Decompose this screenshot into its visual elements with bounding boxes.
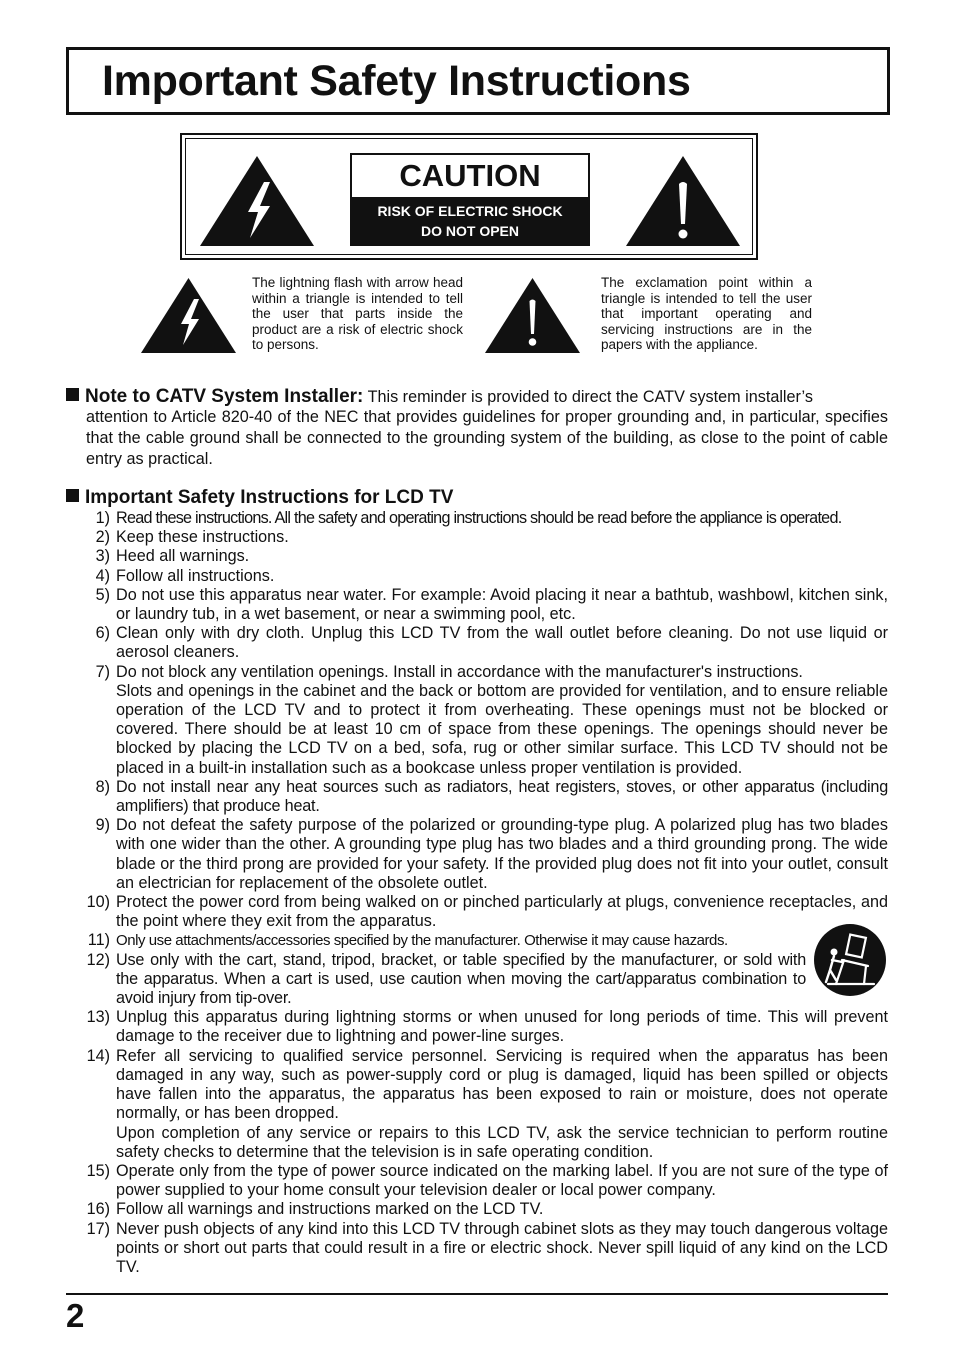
list-item	[66, 1047, 888, 1162]
instructions-list	[66, 509, 888, 1277]
item-text: Protect the power cord from being walked on or pinched particularly at plugs, convenience receptacles, and the point where they exit from the apparatus.	[116, 893, 888, 931]
item-number: 7)	[95, 662, 110, 681]
list-item	[66, 1200, 888, 1219]
bullet-square	[66, 489, 79, 502]
list-item	[66, 528, 888, 547]
item-text: Never push objects of any kind into this LCD TV through cabinet slots as they may touch dangerous voltage points or short out parts that could result in a fire or electric shock. Never spill liquid of any kind on the LCD TV.	[116, 1219, 888, 1276]
item-number: 17)	[86, 1219, 110, 1238]
item-text: Keep these instructions.	[116, 528, 289, 547]
item-number: 15)	[86, 1161, 110, 1180]
item-number: 14)	[86, 1046, 110, 1065]
item-text: Operate only from the type of power source indicated on the marking label. If you are not sure of the type of power supplied to your home consult your television dealer or local power company.	[116, 1161, 888, 1200]
item-text: Clean only with dry cloth. Unplug this LCD TV from the wall outlet before cleaning. Do not use liquid or aerosol cleaners.	[116, 624, 888, 662]
instructions-heading: Important Safety Instructions for LCD TV	[85, 487, 454, 508]
list-item	[66, 624, 888, 662]
item-text: Heed all warnings.	[116, 547, 250, 566]
item-text: Follow all instructions.	[116, 566, 275, 585]
list-item	[66, 509, 888, 528]
instructions-heading-row	[66, 487, 453, 509]
item-number: 6)	[95, 624, 110, 643]
item-text: Read these instructions. All the safety and operating instructions should be read before the appliance is operated.	[116, 509, 842, 527]
item-number: 1)	[95, 509, 110, 527]
exclamation-description: The exclamation point within a triangle is intended to tell the user that important operating and servicing instructions are in the papers with the appliance.	[601, 275, 812, 352]
item-number: 4)	[95, 566, 110, 585]
list-item	[66, 586, 888, 624]
caution-panel	[180, 133, 758, 260]
caution-label	[350, 153, 590, 246]
item-text: Use only with the cart, stand, tripod, bracket, or table specified by the manufacturer, or sold with the apparatus. When a cart is used, use caution when moving the cart/apparatus combination to avoid injury from tip-over.	[116, 950, 806, 1008]
item-text: Unplug this apparatus during lightning storms or when unused for long periods of time. This will prevent damage to the receiver due to lightning and power-line surges.	[116, 1008, 888, 1046]
item-number: 9)	[95, 816, 110, 835]
bullet-square	[66, 388, 79, 401]
list-item	[66, 951, 888, 1009]
item-text-continued: Upon completion of any service or repairs to this LCD TV, ask the service technician to perform routine safety checks to determine that the television is in safe operating condition.	[116, 1123, 888, 1161]
list-item	[66, 663, 888, 778]
item-text: Refer all servicing to qualified service personnel. Servicing is required when the apparatus has been damaged in any way, such as power-supply cord or plug is damaged, liquid has been spilled or objects have fallen into the apparatus, the apparatus has been exposed to rain or moisture, does not operate normally, or has been dropped.	[116, 1046, 888, 1123]
bottom-rule	[66, 1293, 888, 1295]
list-item	[66, 893, 888, 931]
list-item	[66, 816, 888, 893]
item-text: Do not use this apparatus near water. For example: Avoid placing it near a bathtub, washbowl, kitchen sink, or laundry tub, in a wet basement, or near a swimming pool, etc.	[116, 585, 888, 624]
item-text: Do not defeat the safety purpose of the polarized or grounding-type plug. A polarized plug has two blades with one wider than the other. A grounding type plug has two blades and a third grounding prong. The wide blade or the third prong are provided for your safety. If the provided plug does not fit into your outlet, consult an electrician for replacement of the obsolete outlet.	[116, 816, 888, 892]
item-text: Follow all warnings and instructions marked on the LCD TV.	[116, 1200, 544, 1219]
list-item	[66, 931, 888, 950]
item-number: 3)	[95, 547, 110, 566]
item-number: 2)	[95, 528, 110, 547]
list-item	[66, 1008, 888, 1046]
lightning-triangle-icon	[198, 154, 316, 248]
catv-text-first: This reminder is provided to direct the CATV system installer’s	[367, 388, 813, 406]
list-item	[66, 1220, 888, 1278]
catv-text-rest: attention to Article 820-40 of the NEC that provides guidelines for proper grounding and, in particular, specifies that the cable ground shall be connected to the grounding system of the building, as close to the point of cable entry as practical.	[86, 408, 888, 468]
exclamation-triangle-icon	[624, 154, 742, 248]
catv-note	[66, 386, 888, 470]
item-number: 16)	[86, 1200, 110, 1219]
page-number: 2	[66, 1297, 85, 1334]
caution-panel-inner	[185, 138, 753, 255]
list-item	[66, 567, 888, 586]
caution-heading: CAUTION	[399, 158, 541, 193]
item-number: 5)	[95, 585, 110, 604]
lightning-triangle-small-icon	[140, 277, 237, 354]
page-title: Important Safety Instructions	[102, 57, 691, 105]
item-number: 10)	[86, 893, 110, 912]
item-number: 11)	[87, 931, 110, 950]
item-number: 8)	[95, 777, 110, 796]
caution-line-2: DO NOT OPEN	[420, 223, 519, 239]
item-text: Do not install near any heat sources such as radiators, heat registers, stoves, or other apparatus (including amplifiers) that produce heat.	[116, 777, 888, 816]
item-number: 13)	[86, 1008, 110, 1027]
exclamation-triangle-small-icon	[484, 277, 581, 354]
catv-heading: Note to CATV System Installer:	[85, 386, 364, 407]
item-number: 12)	[86, 950, 110, 969]
item-text-continued: Slots and openings in the cabinet and the back or bottom are provided for ventilation, and to ensure reliable operation of the LCD TV and to protect it from overheating. These openings must not be blocked or covered. There should be at least 10 cm of space from these openings. The openings should never be blocked by placing the LCD TV on a bed, sofa, rug or other similar surface. This LCD TV should not be placed in a built-in installation such as a bookcase unless proper ventilation is provided.	[116, 681, 888, 777]
list-item	[66, 1162, 888, 1200]
list-item	[66, 778, 888, 816]
lightning-description: The lightning flash with arrow head within a triangle is intended to tell the user that parts inside the product are a risk of electric shock to persons.	[252, 275, 463, 352]
caution-band	[352, 197, 588, 244]
title-box	[66, 47, 890, 115]
item-text: Do not block any ventilation openings. Install in accordance with the manufacturer's instructions.	[116, 662, 803, 681]
list-item	[66, 547, 888, 566]
caution-line-1: RISK OF ELECTRIC SHOCK	[377, 203, 563, 219]
cart-tip-over-warning-icon	[812, 922, 888, 998]
item-text: Only use attachments/accessories specified by the manufacturer. Otherwise it may cause hazards.	[116, 932, 728, 950]
